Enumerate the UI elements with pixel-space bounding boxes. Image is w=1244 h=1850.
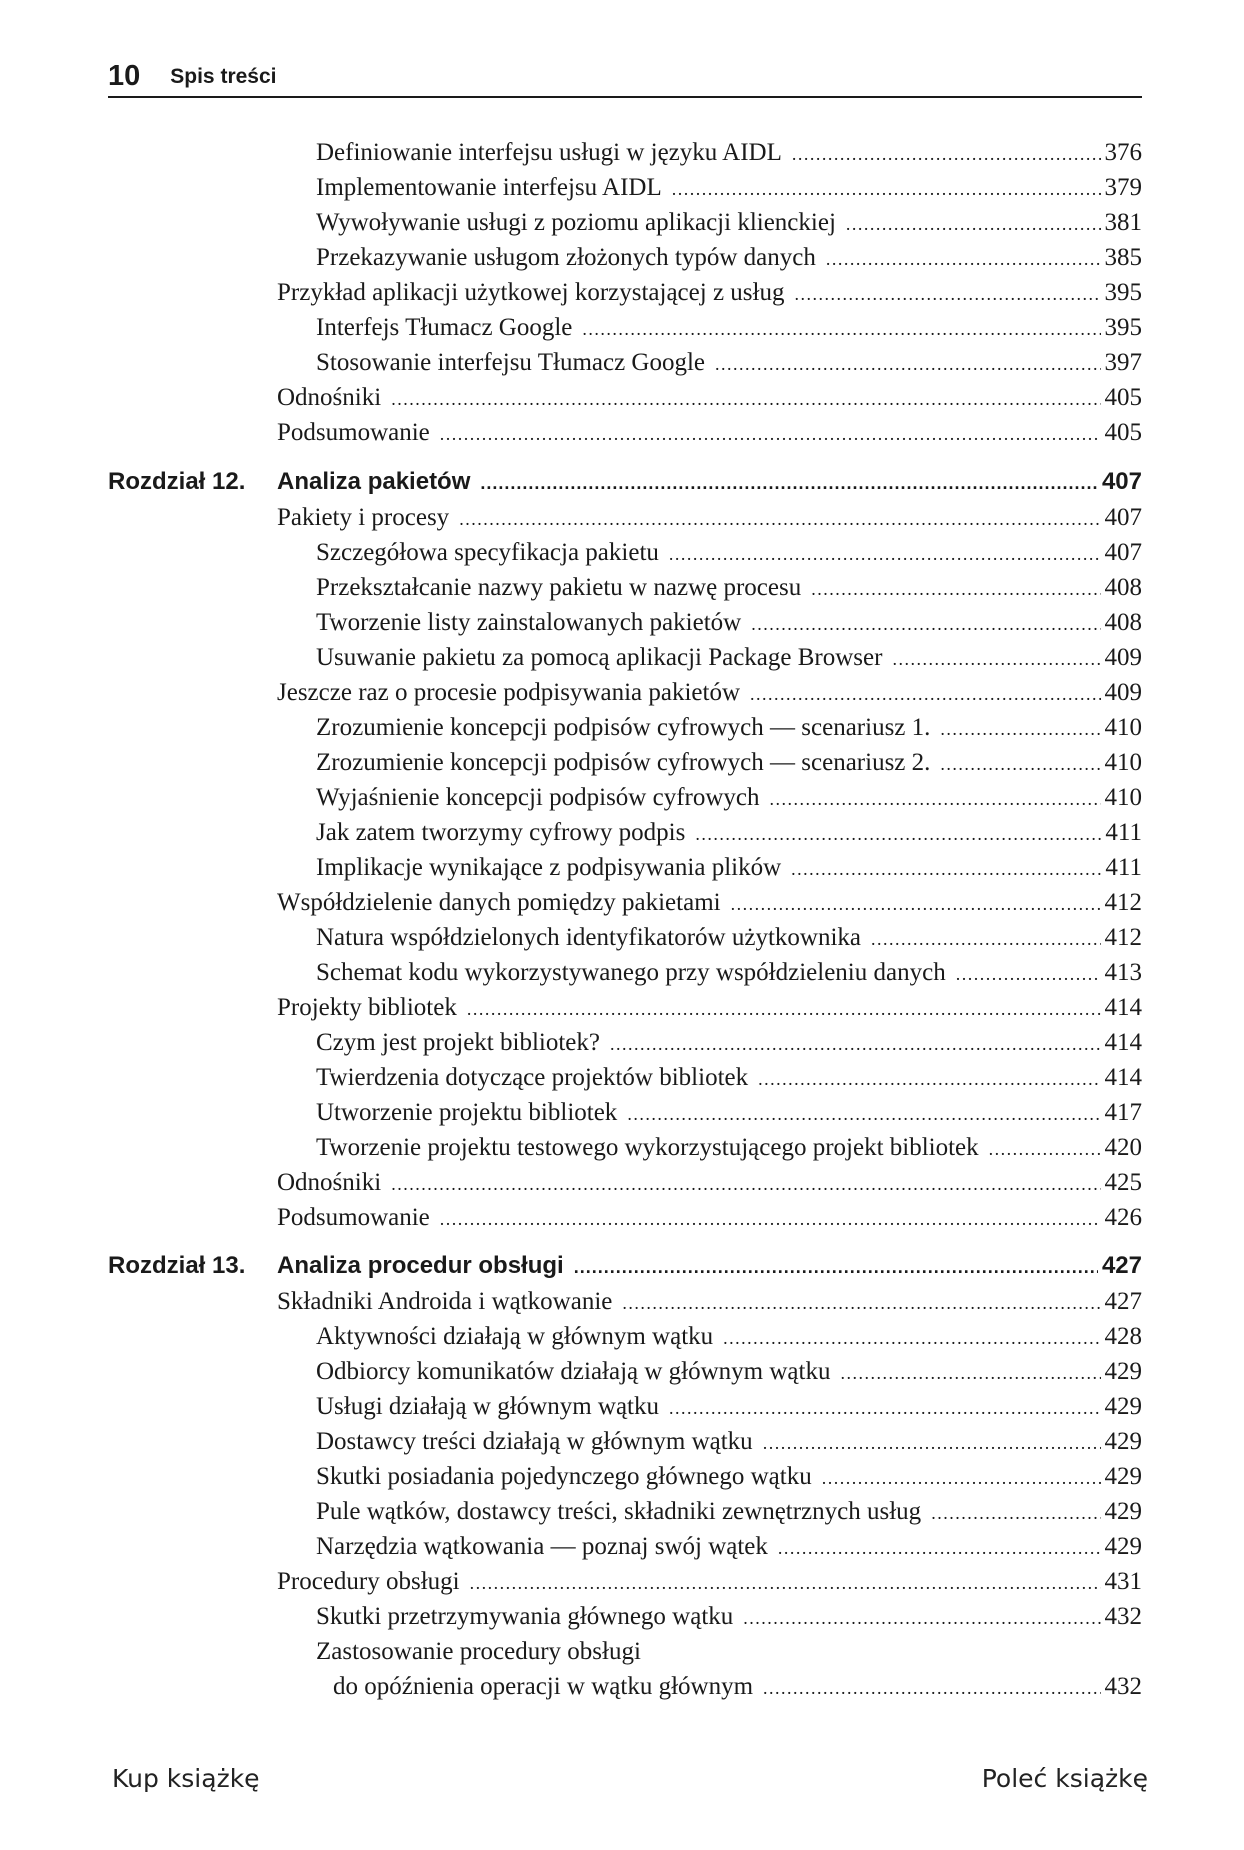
toc-entry-page: 376 <box>1104 139 1142 166</box>
toc-entry-title: Podsumowanie <box>277 1204 430 1231</box>
dot-leader <box>695 817 1101 851</box>
toc-entry-title: Skutki przetrzymywania głównego wątku <box>316 1603 734 1630</box>
toc-entry-page: 379 <box>1104 174 1142 201</box>
toc-entry <box>316 311 1142 345</box>
toc-entry-title: Stosowanie interfejsu Tłumacz Google <box>316 349 706 376</box>
chapter-heading <box>108 464 1142 500</box>
dot-leader <box>627 1097 1100 1131</box>
toc-entry <box>316 136 1142 170</box>
toc-entry-page: 417 <box>1104 1099 1142 1126</box>
toc-entry-page: 395 <box>1104 279 1142 306</box>
toc-entry-title: Projekty bibliotek <box>277 994 457 1021</box>
toc-entry <box>316 1460 1142 1494</box>
toc-entry-title: Tworzenie projektu testowego wykorzystującego projekt bibliotek <box>316 1134 979 1161</box>
page-header <box>108 56 1142 98</box>
toc-entry-page: 414 <box>1104 994 1142 1021</box>
toc-entry-page: 429 <box>1104 1358 1142 1385</box>
chapter-heading <box>108 1248 1142 1284</box>
toc-entry <box>316 1600 1142 1634</box>
toc-entry-title: Usługi działają w głównym wątku <box>316 1393 659 1420</box>
toc-entry-title: do opóźnienia operacji w wątku głównym <box>333 1673 754 1700</box>
toc-entry-page: 410 <box>1104 784 1142 811</box>
toc-entry-page: 427 <box>1104 1288 1142 1315</box>
toc-entry-title: Czym jest projekt bibliotek? <box>316 1029 600 1056</box>
toc-entry-title: Odbiorcy komunikatów działają w głównym wątku <box>316 1358 831 1385</box>
buy-book-link[interactable]: Kup książkę <box>112 1764 260 1793</box>
dot-leader <box>743 1601 1100 1635</box>
toc-entry-title: Narzędzia wątkowania — poznaj swój wątek <box>316 1533 768 1560</box>
dot-leader <box>758 1062 1100 1096</box>
dot-leader <box>826 242 1101 276</box>
dot-leader <box>763 1671 1100 1705</box>
dot-leader <box>892 642 1100 676</box>
toc-entry-title: Zrozumienie koncepcji podpisów cyfrowych — scenariusz 1. <box>316 714 931 741</box>
dot-leader <box>792 137 1101 171</box>
chapter-page: 407 <box>1101 468 1142 495</box>
dot-leader <box>440 1202 1101 1236</box>
toc-entry-page: 409 <box>1104 644 1142 671</box>
toc-entry-page: 429 <box>1104 1428 1142 1455</box>
toc-entry <box>316 1530 1142 1564</box>
toc-entry-page: 429 <box>1104 1463 1142 1490</box>
toc-entry <box>316 1131 1142 1165</box>
toc-entry-page: 432 <box>1104 1603 1142 1630</box>
toc-entry <box>316 1061 1142 1095</box>
toc-entry-title: Wywoływanie usługi z poziomu aplikacji klienckiej <box>316 209 836 236</box>
dot-leader <box>582 312 1100 346</box>
toc-entry-title-line1: Zastosowanie procedury obsługi <box>316 1638 641 1665</box>
toc-entry-title: Usuwanie pakietu za pomocą aplikacji Package Browser <box>316 644 883 671</box>
toc-entry-title: Przykład aplikacji użytkowej korzystającej z usług <box>277 279 785 306</box>
dot-leader <box>778 1531 1101 1565</box>
toc-entry <box>316 746 1142 780</box>
toc-entry-title: Zrozumienie koncepcji podpisów cyfrowych — scenariusz 2. <box>316 749 931 776</box>
toc-entry-page: 397 <box>1104 349 1142 376</box>
toc-entry-page: 429 <box>1104 1498 1142 1525</box>
toc-entry <box>277 1565 1142 1599</box>
toc-entry-page: 409 <box>1104 679 1142 706</box>
toc-entry-title: Interfejs Tłumacz Google <box>316 314 573 341</box>
toc-entry-page: 413 <box>1104 959 1142 986</box>
dot-leader <box>610 1027 1101 1061</box>
toc-entry <box>277 1166 1142 1200</box>
toc-entry-title: Tworzenie listy zainstalowanych pakietów <box>316 609 742 636</box>
dot-leader <box>669 537 1101 571</box>
dot-leader <box>811 572 1100 606</box>
toc-entry-title: Schemat kodu wykorzystywanego przy współdzieleniu danych <box>316 959 946 986</box>
toc-entry-page: 405 <box>1104 419 1142 446</box>
toc-entry-title: Podsumowanie <box>277 419 430 446</box>
toc-entry <box>277 1285 1142 1319</box>
toc-entry-title: Definiowanie interfejsu usługi w języku AIDL <box>316 139 782 166</box>
dot-leader <box>470 1566 1101 1600</box>
toc-entry <box>316 921 1142 955</box>
running-title: Spis treści <box>170 65 277 88</box>
toc-entry-title: Aktywności działają w głównym wątku <box>316 1323 714 1350</box>
toc-entry-title: Współdzielenie danych pomiędzy pakietami <box>277 889 721 916</box>
toc-entry <box>277 381 1142 415</box>
recommend-book-link[interactable]: Poleć książkę <box>981 1764 1148 1793</box>
toc-entry-page: 411 <box>1105 854 1142 881</box>
toc-entry-page: 425 <box>1104 1169 1142 1196</box>
toc-entry <box>316 536 1142 570</box>
toc-entry <box>316 1425 1142 1459</box>
dot-leader <box>940 712 1100 746</box>
toc-entry-page: 420 <box>1104 1134 1142 1161</box>
dot-leader <box>840 1356 1100 1390</box>
toc-entry <box>316 1096 1142 1130</box>
toc-entry-page: 432 <box>1104 1673 1142 1700</box>
toc-entry <box>277 676 1142 710</box>
toc-entry <box>333 1670 1142 1704</box>
toc-entry-title: Utworzenie projektu bibliotek <box>316 1099 618 1126</box>
dot-leader <box>391 1167 1100 1201</box>
chapter-number: Rozdział 12. <box>108 468 246 495</box>
dot-leader <box>846 207 1101 241</box>
toc-entry-page: 408 <box>1104 609 1142 636</box>
toc-entry-title: Jeszcze raz o procesie podpisywania pakietów <box>277 679 741 706</box>
toc-entry-page: 407 <box>1104 504 1142 531</box>
toc-entry-page: 429 <box>1104 1533 1142 1560</box>
dot-leader <box>391 382 1100 416</box>
dot-leader <box>956 957 1101 991</box>
toc-entry <box>277 416 1142 450</box>
toc-entry-title: Odnośniki <box>277 384 382 411</box>
toc-entry-title: Składniki Androida i wątkowanie <box>277 1288 613 1315</box>
toc-entry <box>316 641 1142 675</box>
toc-entry <box>316 1390 1142 1424</box>
toc-entry-page: 385 <box>1104 244 1142 271</box>
toc-entry-title: Pule wątków, dostawcy treści, składniki zewnętrznych usług <box>316 1498 922 1525</box>
toc-entry-title: Przekazywanie usługom złożonych typów danych <box>316 244 816 271</box>
dot-leader <box>440 417 1101 451</box>
toc-entry <box>316 1320 1142 1354</box>
dot-leader <box>763 1426 1101 1460</box>
dot-leader <box>622 1286 1100 1320</box>
chapter-number: Rozdział 13. <box>108 1252 246 1279</box>
dot-leader <box>480 465 1098 501</box>
toc-entry-title: Odnośniki <box>277 1169 382 1196</box>
toc-entry-title: Natura współdzielonych identyfikatorów użytkownika <box>316 924 861 951</box>
toc-entry-title: Implikacje wynikające z podpisywania plików <box>316 854 782 881</box>
dot-leader <box>467 992 1101 1026</box>
toc-entry-page: 431 <box>1104 1568 1142 1595</box>
toc-entry-page: 407 <box>1104 539 1142 566</box>
toc-entry-page: 410 <box>1104 714 1142 741</box>
toc-entry <box>277 276 1142 310</box>
toc-entry-title: Dostawcy treści działają w głównym wątku <box>316 1428 753 1455</box>
toc-entry-page: 408 <box>1104 574 1142 601</box>
toc-entry <box>316 206 1142 240</box>
toc-entry-title: Twierdzenia dotyczące projektów bibliotek <box>316 1064 749 1091</box>
toc-entry <box>316 241 1142 275</box>
chapter-page: 427 <box>1101 1252 1142 1279</box>
toc-entry <box>277 991 1142 1025</box>
dot-leader <box>871 922 1101 956</box>
toc-entry-title: Szczegółowa specyfikacja pakietu <box>316 539 659 566</box>
dot-leader <box>940 747 1100 781</box>
toc-entry-page: 395 <box>1104 314 1142 341</box>
dot-leader <box>770 782 1101 816</box>
toc-entry-page: 428 <box>1104 1323 1142 1350</box>
toc-entry <box>316 571 1142 605</box>
dot-leader <box>715 347 1100 381</box>
toc-entry-title: Skutki posiadania pojedynczego głównego wątku <box>316 1463 812 1490</box>
toc-entry <box>316 1026 1142 1060</box>
toc-entry-title: Wyjaśnienie koncepcji podpisów cyfrowych <box>316 784 760 811</box>
chapter-title: Analiza procedur obsługi <box>277 1252 564 1279</box>
dot-leader <box>989 1132 1101 1166</box>
toc-entry-page: 429 <box>1104 1393 1142 1420</box>
toc-entry <box>316 851 1142 885</box>
toc-entry-page: 410 <box>1104 749 1142 776</box>
dot-leader <box>750 677 1100 711</box>
toc-entry-title: Jak zatem tworzymy cyfrowy podpis <box>316 819 686 846</box>
toc-entry-page: 414 <box>1104 1064 1142 1091</box>
toc-entry-title: Pakiety i procesy <box>277 504 450 531</box>
toc-entry <box>316 346 1142 380</box>
toc-entry-page: 412 <box>1104 924 1142 951</box>
toc-entry <box>277 886 1142 920</box>
page-number: 10 <box>108 60 141 92</box>
toc-entry-page: 414 <box>1104 1029 1142 1056</box>
dot-leader <box>791 852 1101 886</box>
dot-leader <box>459 502 1100 536</box>
toc-entry <box>316 711 1142 745</box>
toc-entry-title: Procedury obsługi <box>277 1568 460 1595</box>
toc-entry-title: Przekształcanie nazwy pakietu w nazwę procesu <box>316 574 802 601</box>
chapter-title: Analiza pakietów <box>277 468 471 495</box>
dot-leader <box>669 1391 1101 1425</box>
dot-leader <box>574 1249 1098 1285</box>
toc-entry <box>316 1495 1142 1529</box>
dot-leader <box>723 1321 1100 1355</box>
toc-entry <box>316 956 1142 990</box>
toc-entry-page: 405 <box>1104 384 1142 411</box>
toc-entry <box>277 1201 1142 1235</box>
toc-entry <box>277 501 1142 535</box>
toc-entry <box>316 816 1142 850</box>
toc-entry-page: 411 <box>1105 819 1142 846</box>
toc-entry-page: 381 <box>1104 209 1142 236</box>
toc-entry-page: 426 <box>1104 1204 1142 1231</box>
dot-leader <box>672 172 1101 206</box>
dot-leader <box>731 887 1101 921</box>
toc-entry <box>316 606 1142 640</box>
toc-entry-page: 412 <box>1104 889 1142 916</box>
toc-entry <box>316 171 1142 205</box>
dot-leader <box>822 1461 1101 1495</box>
toc-entry-title: Implementowanie interfejsu AIDL <box>316 174 662 201</box>
dot-leader <box>931 1496 1100 1530</box>
dot-leader <box>794 277 1100 311</box>
dot-leader <box>751 607 1100 641</box>
toc-entry <box>316 781 1142 815</box>
toc-entry <box>316 1355 1142 1389</box>
